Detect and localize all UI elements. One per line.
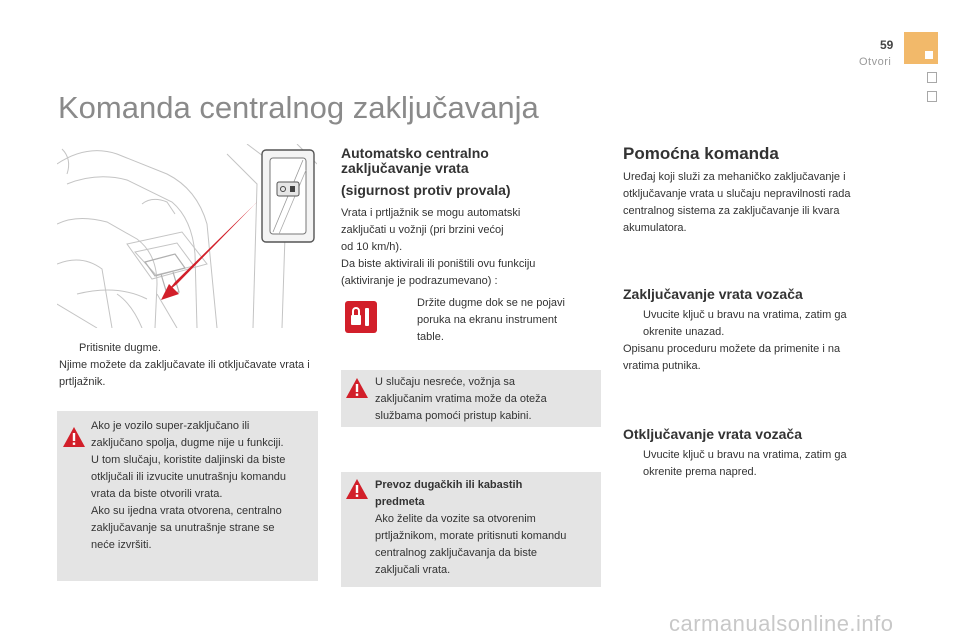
warning-title: predmeta bbox=[375, 496, 425, 508]
body-line: od 10 km/h). bbox=[341, 241, 403, 253]
body-line: Uređaj koji služi za mehaničko zaključavanje i bbox=[623, 171, 846, 183]
warning-line: neće izvršiti. bbox=[91, 539, 152, 551]
body-line: Vrata i prtljažnik se mogu automatski bbox=[341, 207, 521, 219]
driver-lock-text bbox=[623, 307, 893, 375]
body-line: vratima putnika. bbox=[623, 360, 701, 372]
hold-line: poruka na ekranu instrument bbox=[417, 314, 558, 326]
warning-line: otključali ili izvucite unutrašnju komandu bbox=[91, 471, 287, 483]
body-line: Uvucite ključ u bravu na vratima, zatim ga bbox=[643, 449, 847, 461]
body-line: Uvucite ključ u bravu na vratima, zatim ga bbox=[643, 309, 847, 321]
central-lock-button-icon bbox=[345, 301, 377, 333]
intro-text bbox=[59, 340, 319, 391]
backup-control-text bbox=[623, 169, 893, 237]
heading-auto-lock-sub: (sigurnost protiv provala) bbox=[341, 182, 511, 198]
body-line: okrenite unazad. bbox=[643, 326, 725, 338]
body-line: centralnog sistema za zaključavanje ili kvara bbox=[623, 205, 840, 217]
warning-title: Prevoz dugačkih ili kabastih bbox=[375, 479, 523, 491]
body-line: otključavanje vrata u slučaju nepravilnosti rada bbox=[623, 188, 851, 200]
hold-button-text bbox=[397, 295, 597, 346]
warning-icon bbox=[62, 426, 86, 448]
warning-icon bbox=[345, 478, 369, 500]
warning-line: centralnog zaključavanja da biste bbox=[375, 547, 538, 559]
warning-icon bbox=[345, 377, 369, 399]
warning-long-items-text bbox=[375, 477, 599, 579]
body-line: Da biste aktivirali ili poništili ovu funkciju bbox=[341, 258, 536, 270]
warning-line: Ako su ijedna vrata otvorena, centralno bbox=[91, 505, 282, 517]
console-illustration bbox=[57, 144, 317, 328]
auto-lock-text bbox=[341, 205, 581, 290]
warning-line: službama pomoći pristup kabini. bbox=[375, 410, 532, 422]
warning-line: vrata da biste otvorili vrata. bbox=[91, 488, 223, 500]
body-line: okrenite prema napred. bbox=[643, 466, 757, 478]
body-line: akumulatora. bbox=[623, 222, 687, 234]
body-line: (aktiviranje je podrazumevano) : bbox=[341, 275, 498, 287]
heading-driver-lock: Zaključavanje vrata vozača bbox=[623, 286, 803, 302]
section-tab-box bbox=[927, 72, 937, 83]
warning-accident-text bbox=[375, 374, 597, 425]
intro-line-1: Pritisnite dugme. bbox=[79, 342, 161, 354]
section-tab-box bbox=[927, 91, 937, 102]
intro-line-2: Njime možete da zaključavate ili otključavate vrata i prtljažnik. bbox=[59, 359, 310, 388]
heading-line: zaključavanje vrata bbox=[341, 160, 469, 176]
warning-line: zaključavanje sa unutrašnje strane se bbox=[91, 522, 275, 534]
warning-line: Ako je vozilo super-zaključano ili bbox=[91, 420, 250, 432]
page-title: Komanda centralnog zaključavanja bbox=[58, 90, 539, 125]
watermark-text: carmanualsonline.info bbox=[669, 611, 894, 636]
hold-line: Držite dugme dok se ne pojavi bbox=[417, 297, 565, 309]
section-name: Otvori bbox=[859, 56, 892, 68]
warning-line: zaključanim vratima može da oteža bbox=[375, 393, 547, 405]
hold-line: table. bbox=[417, 331, 444, 343]
warning-line: prtljažnikom, morate pritisnuti komandu bbox=[375, 530, 567, 542]
body-line: Opisanu proceduru možete da primenite i na bbox=[623, 343, 841, 355]
body-line: zaključati u vožnji (pri brzini većoj bbox=[341, 224, 504, 236]
page-number: 59 bbox=[880, 38, 894, 52]
warning-line: U slučaju nesreće, vožnja sa bbox=[375, 376, 516, 388]
section-tab-marker bbox=[904, 32, 938, 64]
warning-line: zaključali vrata. bbox=[375, 564, 451, 576]
warning-line: zaključano spolja, dugme nije u funkciji. bbox=[91, 437, 284, 449]
warning-superlock-text bbox=[91, 418, 315, 554]
warning-line: U tom slučaju, koristite daljinski da biste bbox=[91, 454, 286, 466]
heading-line: Automatsko centralno bbox=[341, 145, 489, 161]
heading-backup-control: Pomoćna komanda bbox=[623, 144, 779, 163]
heading-auto-lock bbox=[341, 146, 581, 176]
driver-unlock-text bbox=[623, 447, 893, 481]
heading-driver-unlock: Otključavanje vrata vozača bbox=[623, 426, 802, 442]
warning-line: Ako želite da vozite sa otvorenim bbox=[375, 513, 536, 525]
